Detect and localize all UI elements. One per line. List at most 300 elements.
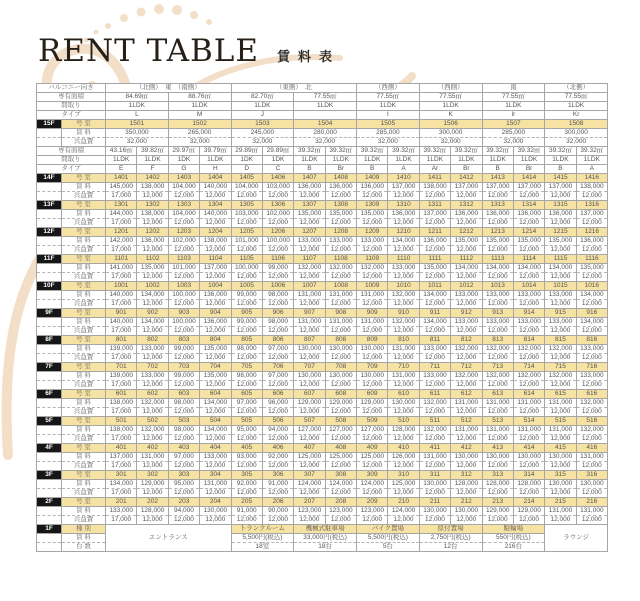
room-cell: 216 [576, 498, 607, 507]
badge-spacer [37, 291, 62, 300]
room-cell: 310 [388, 471, 419, 480]
rent-cell: 136,000 [388, 210, 419, 219]
layout-cell: 1LDK [294, 102, 357, 111]
room-cell: 714 [513, 363, 544, 372]
layout-cell: 1LDK [419, 102, 482, 111]
fee-cell: 12,000 [325, 273, 356, 282]
page-title-japanese: 賃料表 [277, 49, 341, 64]
type-cell: H [200, 165, 231, 174]
room-cell: 1215 [545, 228, 576, 237]
badge-spacer [37, 462, 62, 471]
room-cell: 802 [137, 336, 168, 345]
rent-cell: 130,000 [545, 453, 576, 462]
fee-cell: 12,000 [545, 246, 576, 255]
rent-cell: 133,000 [545, 291, 576, 300]
room-cell: 708 [325, 363, 356, 372]
rent-cell: 100,000 [168, 318, 199, 327]
room-cell: 711 [419, 363, 450, 372]
fee-cell: 12,000 [545, 408, 576, 417]
area-cell: 39.32㎡ [294, 147, 325, 156]
room-cell: 701 [106, 363, 137, 372]
fee-cell: 12,000 [451, 381, 482, 390]
room-cell: 1407 [294, 174, 325, 183]
rent-cell: 100,000 [231, 264, 262, 273]
room-cell: 805 [231, 336, 262, 345]
page-header [38, 34, 340, 68]
rent-cell: 91,000 [231, 507, 262, 516]
rent-cell: 133,000 [137, 372, 168, 381]
room-cell: 813 [482, 336, 513, 345]
area-cell: 29.97㎡ [168, 147, 199, 156]
rent-cell: 131,000 [137, 453, 168, 462]
room-cell: 808 [325, 336, 356, 345]
rent-cell: 134,000 [545, 264, 576, 273]
rent-cell: 103,000 [262, 183, 293, 192]
fee-cell: 32,000 [357, 138, 420, 147]
fee-cell: 12,000 [200, 273, 231, 282]
rent-cell: 131,000 [482, 399, 513, 408]
facility-name-cell: 機械式駐車場 [294, 525, 357, 534]
fee-cell: 12,000 [576, 192, 607, 201]
rent-cell: 130,000 [200, 507, 231, 516]
room-cell: 1404 [200, 174, 231, 183]
rent-cell: 131,000 [388, 345, 419, 354]
fee-cell: 12,000 [137, 327, 168, 336]
rent-cell: 137,000 [388, 183, 419, 192]
type-cell: E [106, 165, 137, 174]
room-cell: 1014 [513, 282, 544, 291]
fee-cell: 12,000 [200, 192, 231, 201]
room-cell: 705 [231, 363, 262, 372]
rent-cell: 97,000 [262, 372, 293, 381]
area-cell: 29.89㎡ [262, 147, 293, 156]
room-cell: 1305 [231, 201, 262, 210]
room-cell: 203 [168, 498, 199, 507]
fee-cell: 12,000 [168, 219, 199, 228]
fee-cell: 12,000 [482, 408, 513, 417]
fee-cell: 12,000 [451, 354, 482, 363]
rent-cell: 136,000 [137, 237, 168, 246]
room-cell: 1108 [325, 255, 356, 264]
fee-cell: 12,000 [513, 192, 544, 201]
rent-cell: 136,000 [451, 210, 482, 219]
rent-cell: 133,000 [513, 291, 544, 300]
fee-cell: 12,000 [451, 408, 482, 417]
fee-cell: 12,000 [325, 327, 356, 336]
fee-cell: 12,000 [576, 273, 607, 282]
rent-cell: 127,000 [357, 426, 388, 435]
rent-cell: 132,000 [451, 372, 482, 381]
rent-cell: 135,000 [545, 237, 576, 246]
rent-cell: 129,000 [513, 507, 544, 516]
fee-cell: 12,000 [451, 462, 482, 471]
room-cell: 316 [576, 471, 607, 480]
room-cell: 410 [388, 444, 419, 453]
floor-badge: 8F [37, 336, 62, 345]
fee-cell: 12,000 [482, 435, 513, 444]
rent-cell: 135,000 [357, 210, 388, 219]
balcony-cell: （北側） [545, 84, 608, 93]
room-cell: 404 [200, 444, 231, 453]
room-cell: 1106 [262, 255, 293, 264]
area-cell: 77.55㎡ [545, 93, 608, 102]
area-cell: 84.69㎡ [106, 93, 169, 102]
fee-cell: 12,000 [545, 516, 576, 525]
area-cell: 39.32㎡ [482, 147, 513, 156]
room-cell: 607 [294, 390, 325, 399]
room-cell: 1109 [357, 255, 388, 264]
room-cell: 914 [513, 309, 544, 318]
room-cell: 1403 [168, 174, 199, 183]
area-cell: 77.55㎡ [482, 93, 545, 102]
fee-cell: 12,000 [576, 300, 607, 309]
badge-spacer [37, 399, 62, 408]
rent-cell: 102,000 [262, 210, 293, 219]
kind-label: 種 別 [62, 525, 106, 534]
room-cell: 612 [451, 390, 482, 399]
rent-cell: 133,000 [451, 291, 482, 300]
fee-cell: 12,000 [231, 273, 262, 282]
fee-label: 共益費 [62, 246, 106, 255]
room-cell: 403 [168, 444, 199, 453]
room-cell: 301 [106, 471, 137, 480]
rent-cell: 135,000 [513, 237, 544, 246]
fee-cell: 12,000 [513, 381, 544, 390]
room-cell: 614 [513, 390, 544, 399]
fee-cell: 12,000 [200, 408, 231, 417]
fee-cell: 12,000 [545, 273, 576, 282]
badge-spacer [37, 354, 62, 363]
rent-cell: 134,000 [576, 291, 607, 300]
rent-cell: 125,000 [294, 453, 325, 462]
fee-cell: 12,000 [325, 516, 356, 525]
rent-cell: 138,000 [106, 426, 137, 435]
rent-cell: 97,000 [262, 345, 293, 354]
room-cell: 504 [200, 417, 231, 426]
rent-label: 賃 料 [62, 318, 106, 327]
room-cell: 202 [137, 498, 168, 507]
room-cell: 1303 [168, 201, 199, 210]
room-cell: 904 [200, 309, 231, 318]
lounge-cell: ラウンジ [545, 525, 608, 552]
room-cell: 1211 [419, 228, 450, 237]
rent-cell: 130,000 [545, 480, 576, 489]
floor-badge: 13F [37, 201, 62, 210]
rent-cell: 131,000 [513, 399, 544, 408]
room-cell: 514 [513, 417, 544, 426]
rent-cell: 130,000 [419, 480, 450, 489]
rent-cell: 131,000 [419, 453, 450, 462]
layout-cell: 1LDK [545, 156, 576, 165]
room-cell: 906 [262, 309, 293, 318]
fee-cell: 12,000 [137, 246, 168, 255]
fee-cell: 12,000 [168, 408, 199, 417]
rent-cell: 99,000 [262, 264, 293, 273]
rent-cell: 125,000 [325, 453, 356, 462]
room-cell: 713 [482, 363, 513, 372]
rent-cell: 144,000 [106, 210, 137, 219]
rent-cell: 133,000 [325, 237, 356, 246]
fee-cell: 12,000 [451, 300, 482, 309]
room-cell: 314 [513, 471, 544, 480]
room-cell: 1309 [357, 201, 388, 210]
room-cell: 603 [168, 390, 199, 399]
type-cell: K [419, 111, 482, 120]
type-cell [294, 111, 357, 120]
facility-count-cell: 216台 [482, 543, 545, 552]
rent-cell: 128,000 [137, 507, 168, 516]
area-cell: 77.55㎡ [294, 93, 357, 102]
balcony-cell: 南 [482, 84, 545, 93]
rent-cell: 131,000 [576, 453, 607, 462]
fee-cell: 12,000 [482, 327, 513, 336]
rent-cell: 133,000 [200, 453, 231, 462]
fee-cell: 12,000 [451, 489, 482, 498]
area-cell: 39.32㎡ [325, 147, 356, 156]
floor-badge: 7F [37, 363, 62, 372]
badge-spacer [37, 318, 62, 327]
rent-cell: 132,000 [451, 345, 482, 354]
room-cell: 1208 [325, 228, 356, 237]
fee-cell: 12,000 [513, 273, 544, 282]
fee-cell: 12,000 [388, 273, 419, 282]
fee-cell: 12,000 [262, 327, 293, 336]
room-cell: 511 [419, 417, 450, 426]
rent-cell: 131,000 [576, 507, 607, 516]
room-cell: 608 [325, 390, 356, 399]
room-cell: 712 [451, 363, 482, 372]
floor-badge: 1F [37, 525, 62, 534]
rent-cell: 133,000 [482, 318, 513, 327]
fee-cell: 17,000 [106, 192, 137, 201]
fee-cell: 12,000 [168, 354, 199, 363]
rent-cell: 132,000 [388, 291, 419, 300]
rent-cell: 136,000 [200, 318, 231, 327]
rent-cell: 138,000 [200, 237, 231, 246]
facility-name-cell: トランクルーム [231, 525, 294, 534]
rent-cell: 135,000 [200, 345, 231, 354]
room-cell: 901 [106, 309, 137, 318]
room-cell: 516 [576, 417, 607, 426]
room-cell: 1110 [388, 255, 419, 264]
fee-cell: 12,000 [325, 192, 356, 201]
badge-spacer [37, 273, 62, 282]
layout-cell: 1LDK [106, 102, 169, 111]
fee-cell: 12,000 [137, 273, 168, 282]
rent-cell: 132,000 [137, 426, 168, 435]
area-cell: 39.82㎡ [137, 147, 168, 156]
fee-cell: 12,000 [388, 489, 419, 498]
fee-cell: 12,000 [231, 516, 262, 525]
fee-cell: 12,000 [482, 516, 513, 525]
fee-cell: 12,000 [325, 381, 356, 390]
fee-cell: 12,000 [137, 192, 168, 201]
room-label: 号 室 [62, 390, 106, 399]
fee-cell: 12,000 [419, 462, 450, 471]
rent-cell: 138,000 [576, 183, 607, 192]
room-cell: 812 [451, 336, 482, 345]
room-cell: 312 [451, 471, 482, 480]
rent-cell: 135,000 [137, 264, 168, 273]
fee-cell: 12,000 [482, 354, 513, 363]
badge-spacer [37, 300, 62, 309]
facility-name-cell: バイク置場 [357, 525, 420, 534]
fee-cell: 32,000 [231, 138, 294, 147]
room-cell: 915 [545, 309, 576, 318]
fee-cell: 12,000 [419, 381, 450, 390]
entrance-cell: エントランス [106, 525, 232, 552]
fee-cell: 12,000 [545, 381, 576, 390]
room-cell: 1016 [576, 282, 607, 291]
fee-cell: 12,000 [200, 489, 231, 498]
room-cell: 1107 [294, 255, 325, 264]
fee-cell: 12,000 [200, 300, 231, 309]
fee-cell: 12,000 [419, 354, 450, 363]
area-cell: 39.32㎡ [357, 147, 388, 156]
fee-cell: 12,000 [262, 489, 293, 498]
room-cell: 1316 [576, 201, 607, 210]
fee-cell: 12,000 [419, 273, 450, 282]
rent-label: 賃 料 [62, 237, 106, 246]
type-cell: Br [513, 165, 544, 174]
fee-cell: 12,000 [419, 435, 450, 444]
fee-cell: 12,000 [294, 327, 325, 336]
rent-cell: 132,000 [419, 399, 450, 408]
rent-cell: 136,000 [294, 183, 325, 192]
fee-cell: 12,000 [576, 516, 607, 525]
fee-cell: 17,000 [106, 489, 137, 498]
room-cell: 405 [231, 444, 262, 453]
rent-cell: 133,000 [576, 345, 607, 354]
rent-label: 賃 料 [62, 453, 106, 462]
badge-spacer [37, 219, 62, 228]
room-cell: 1205 [231, 228, 262, 237]
rent-cell: 132,000 [482, 345, 513, 354]
fee-cell: 12,000 [482, 219, 513, 228]
rent-cell: 123,000 [294, 507, 325, 516]
room-cell: 1410 [388, 174, 419, 183]
type-cell: L [106, 111, 169, 120]
fee-cell: 12,000 [231, 489, 262, 498]
fee-cell: 12,000 [200, 354, 231, 363]
badge-spacer [37, 507, 62, 516]
room-cell: 1505 [357, 120, 420, 129]
room-cell: 609 [357, 390, 388, 399]
room-cell: 606 [262, 390, 293, 399]
rent-cell: 123,000 [325, 507, 356, 516]
rent-label: 賃 料 [62, 426, 106, 435]
fee-cell: 12,000 [231, 192, 262, 201]
room-cell: 215 [545, 498, 576, 507]
rent-cell: 132,000 [419, 426, 450, 435]
rent-cell: 93,000 [231, 453, 262, 462]
room-cell: 1503 [231, 120, 294, 129]
fee-cell: 12,000 [200, 219, 231, 228]
badge-spacer [37, 327, 62, 336]
area-cell: 82.70㎡ [231, 93, 294, 102]
rent-cell: 104,000 [168, 210, 199, 219]
room-cell: 911 [419, 309, 450, 318]
room-cell: 1306 [262, 201, 293, 210]
layout-cell: 1LDK [419, 156, 450, 165]
rent-cell: 135,000 [325, 210, 356, 219]
room-cell: 208 [325, 498, 356, 507]
rent-cell: 129,000 [137, 480, 168, 489]
badge-spacer [37, 516, 62, 525]
fee-cell: 12,000 [513, 246, 544, 255]
room-cell: 1009 [357, 282, 388, 291]
rent-label: 賃 料 [62, 210, 106, 219]
rent-cell: 97,000 [231, 399, 262, 408]
room-label: 号 室 [62, 120, 106, 129]
room-cell: 1402 [137, 174, 168, 183]
fee-cell: 12,000 [231, 435, 262, 444]
room-cell: 407 [294, 444, 325, 453]
fee-cell: 12,000 [419, 192, 450, 201]
layout-cell: 1LDK [200, 156, 231, 165]
fee-cell: 12,000 [137, 435, 168, 444]
fee-cell: 12,000 [482, 192, 513, 201]
fee-cell: 12,000 [231, 462, 262, 471]
rent-cell: 132,000 [513, 345, 544, 354]
room-cell: 313 [482, 471, 513, 480]
fee-cell: 12,000 [388, 462, 419, 471]
rent-cell: 124,000 [388, 507, 419, 516]
rent-cell: 131,000 [325, 291, 356, 300]
rent-cell: 130,000 [294, 345, 325, 354]
type-cell: B [294, 165, 325, 174]
room-cell: 406 [262, 444, 293, 453]
fee-cell: 12,000 [388, 516, 419, 525]
rent-cell: 131,000 [545, 507, 576, 516]
fee-cell: 12,000 [357, 408, 388, 417]
room-cell: 913 [482, 309, 513, 318]
rent-cell: 133,000 [357, 237, 388, 246]
area-cell: 43.16㎡ [106, 147, 137, 156]
room-cell: 910 [388, 309, 419, 318]
rent-cell: 125,000 [357, 453, 388, 462]
room-cell: 1408 [325, 174, 356, 183]
rent-cell: 350,000 [106, 129, 169, 138]
fee-cell: 12,000 [576, 327, 607, 336]
rent-cell: 134,000 [419, 291, 450, 300]
fee-cell: 12,000 [168, 516, 199, 525]
rent-cell: 131,000 [294, 291, 325, 300]
fee-cell: 12,000 [325, 354, 356, 363]
fee-cell: 12,000 [262, 273, 293, 282]
room-cell: 1307 [294, 201, 325, 210]
room-cell: 508 [325, 417, 356, 426]
room-cell: 1414 [513, 174, 544, 183]
facility-name-cell: 原付置場 [419, 525, 482, 534]
fee-cell: 12,000 [262, 408, 293, 417]
fee-cell: 12,000 [137, 219, 168, 228]
fee-cell: 12,000 [419, 246, 450, 255]
room-cell: 1111 [419, 255, 450, 264]
facility-price-cell: 5,500円(税込) [357, 534, 420, 543]
room-cell: 304 [200, 471, 231, 480]
room-cell: 1301 [106, 201, 137, 210]
layout-cell: 1LDK [513, 156, 544, 165]
rent-cell: 133,000 [482, 291, 513, 300]
room-cell: 702 [137, 363, 168, 372]
type-cell: Ir [482, 111, 545, 120]
area-cell: 39.32㎡ [419, 147, 450, 156]
room-cell: 1008 [325, 282, 356, 291]
rent-cell: 133,000 [419, 372, 450, 381]
fee-cell: 12,000 [357, 246, 388, 255]
rent-cell: 245,000 [231, 129, 294, 138]
